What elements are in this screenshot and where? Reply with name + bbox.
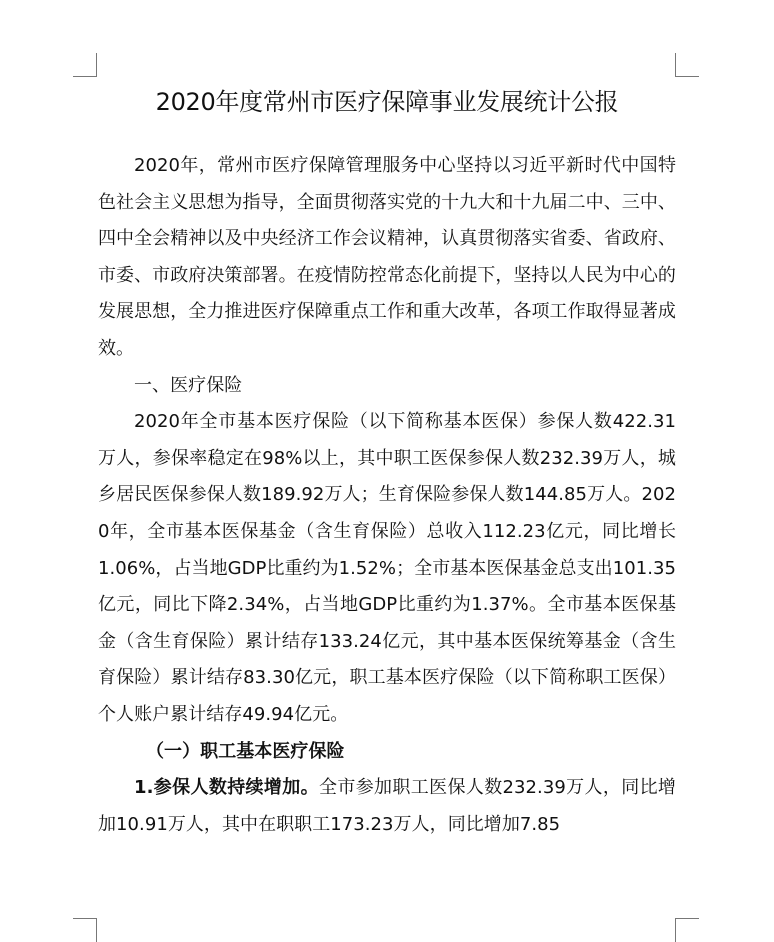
section-heading-medical-insurance: 一、医疗保险	[134, 374, 243, 396]
intro-paragraph: 2020年，常州市医疗保障管理服务中心坚持以习近平新时代中国特色社会主义思想为指导，全面贯彻落实党的十九大和十九届二中、三中、四中全会精神以及中央经济工作会议精神，认真贯彻落实省委、省政府、市委、市政府决策部署。在疫情防控常态化前提下，坚持以人民为中心的发展思想，全力推进医疗保障重点工作和重大改革，各项工作取得显著成效。	[98, 155, 676, 359]
medical-insurance-paragraph: 2020年全市基本医疗保险（以下简称基本医保）参保人数422.31万人，参保率稳定在98%以上，其中职工医保参保人数232.39万人，城乡居民医保参保人数189.92万人；生育保险参保人数144.85万人。2020年，全市基本医保基金（含生育保险）总收入112.23亿元，同比增长1.06%，占当地GDP比重约为1.52%；全市基本医保基金总支出101.35亿元，同比下降2.34%，占当地GDP比重约为1.37%。全市基本医保基金（含生育保险）累计结存133.24亿元，其中基本医保统筹基金（含生育保险）累计结存83.30亿元，职工基本医疗保险（以下简称职工医保）个人账户累计结存49.94亿元。	[98, 411, 676, 725]
item-paragraph-enrollment	[98, 770, 676, 843]
item-lead-enrollment: 1.参保人数持续增加。	[134, 777, 319, 799]
document-title: 2020年度常州市医疗保障事业发展统计公报	[155, 88, 619, 116]
item-body-enrollment: 全市参加职工医保人数232.39万人，同比增加10.91万人，其中在职职工173.23万人，同比增加7.85	[98, 777, 676, 835]
document-page	[98, 78, 676, 843]
subsection-heading-employee-insurance: （一）职工基本医疗保险	[146, 740, 345, 762]
page-corner-mark-top-left	[73, 53, 97, 77]
page-corner-mark-bottom-right	[675, 918, 699, 942]
page-corner-mark-bottom-left	[73, 918, 97, 942]
page-corner-mark-top-right	[675, 53, 699, 77]
